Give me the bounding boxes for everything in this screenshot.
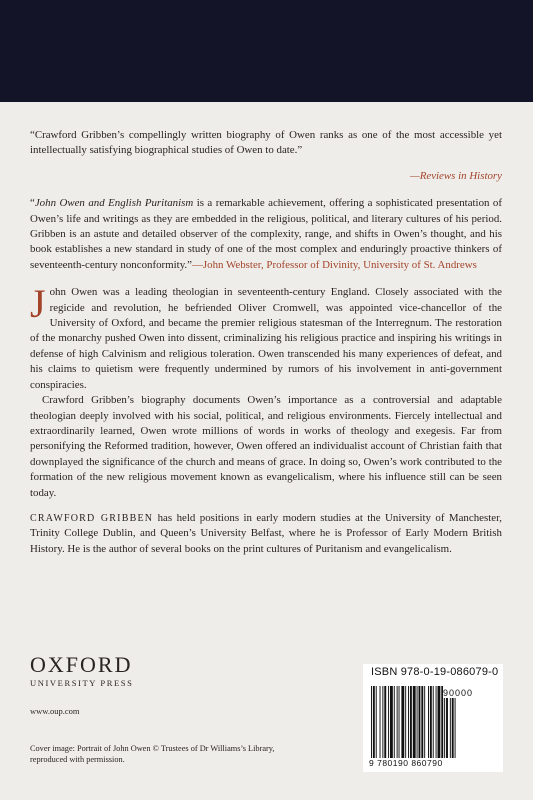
cover-image-credit: Cover image: Portrait of John Owen © Trustees of Dr Williams’s Library, reproduced with permission. bbox=[30, 744, 275, 764]
drop-cap: J bbox=[30, 281, 46, 327]
review-quote-2: “John Owen and English Puritanism is a remarkable achievement, offering a sophisticated presentation of Owen’s life and writings as they are embedded in the religious, political, and literary cultures of his period. Gribben is an astute and detailed observer of the complexity, range, and shifts in Owen’s thought, and his book establishes a new standard in study of one of the most complex and enduringly proactive thinkers of seventeenth-century nonconformity.”—John Webster, Professor of Divinity, University of St. Andrews bbox=[30, 197, 502, 271]
barcode-bar bbox=[436, 686, 437, 758]
barcode-digits: 9 780190 860790 bbox=[369, 758, 443, 768]
description-paragraph-1 bbox=[30, 281, 502, 393]
barcode-bar bbox=[408, 686, 409, 758]
barcode-bar bbox=[388, 686, 389, 758]
bottom-section bbox=[0, 650, 533, 800]
barcode-bar bbox=[424, 686, 425, 758]
barcode-bar bbox=[421, 686, 423, 758]
barcode-bar bbox=[382, 686, 383, 758]
barcode-addon-number: 90000 bbox=[443, 688, 474, 698]
barcode-box bbox=[363, 664, 503, 772]
publisher-website: www.oup.com bbox=[30, 706, 80, 716]
barcode-bar bbox=[419, 686, 421, 758]
review-quote-1 bbox=[30, 128, 502, 159]
barcode-bar bbox=[397, 686, 398, 758]
barcode-bar bbox=[390, 686, 393, 758]
top-color-band bbox=[0, 0, 533, 102]
author-name: CRAWFORD GRIBBEN bbox=[30, 512, 154, 524]
publisher-name: OXFORD bbox=[30, 652, 133, 677]
book-description bbox=[30, 281, 502, 501]
review-quote-2-attribution: —John Webster, Professor of Divinity, University of St. Andrews bbox=[192, 258, 477, 271]
barcode bbox=[371, 686, 495, 758]
cover-text bbox=[30, 128, 502, 557]
review-quote-1-text: “Crawford Gribben’s compellingly written biography of Owen ranks as one of the most accessible yet intellectually satisfying biographical studies of Owen to date.” bbox=[30, 129, 502, 157]
publisher-subtitle: UNIVERSITY PRESS bbox=[30, 678, 134, 688]
barcode-bar bbox=[430, 686, 432, 758]
barcode-bar bbox=[394, 686, 395, 758]
barcode-bar bbox=[428, 686, 429, 758]
barcode-bar bbox=[417, 686, 418, 758]
barcode-bar bbox=[380, 686, 381, 758]
review-quote-2-book-title: John Owen and English Puritanism bbox=[34, 197, 194, 210]
description-paragraph-2-text: Crawford Gribben’s biography documents Owen’s importance as a controversial and adaptable theologian deeply involved with his social, political, and religious environments. Fiercely intellectual and extraordinarily learned, Owen wrote millions of words in works of theology and exegesis. Far from personifying the Reformed tradition, however, Owen offered an individualist account of Christian faith that downplayed the significance of the church and means of grace. In doing so, Owen’s work contributed to the formation of the new religious movement known as evangelicalism, where his influence still can be seen today. bbox=[30, 394, 502, 499]
barcode-bar bbox=[371, 686, 372, 758]
barcode-bar bbox=[438, 686, 441, 758]
barcode-bar bbox=[399, 686, 400, 758]
author-bio-text: has held positions in early modern studies at the University of Manchester, Trinity College Dublin, and Queen’s University Belfast, where he is Professor of Early Modern British History. He is the author of several books on the print cultures of Puritanism and evangelicalism. bbox=[30, 511, 502, 555]
description-paragraph-2 bbox=[30, 393, 502, 501]
publisher-logo bbox=[30, 654, 133, 688]
barcode-bar bbox=[401, 686, 404, 758]
barcode-bar bbox=[433, 686, 434, 758]
barcode-bar bbox=[405, 686, 406, 758]
author-bio bbox=[30, 511, 502, 557]
barcode-bar bbox=[410, 686, 412, 758]
barcode-bar bbox=[413, 686, 416, 758]
review-quote-2-text: is a remarkable achievement, offering a sophisticated presentation of Owen’s life and writings as they are embedded in the religious, political, and literary cultures of his period. Gribben is an astute and detailed observer of the complexity, range, and shifts in Owen’s thought, and his book establishes a new standard in study of one of the most complex and enduringly proactive thinkers of seventeenth-century nonconformity.” bbox=[30, 197, 502, 271]
barcode-bar bbox=[373, 686, 375, 758]
review-quote-1-attribution: —Reviews in History bbox=[410, 169, 502, 182]
isbn-number: ISBN 978-0-19-086079-0 bbox=[371, 666, 499, 678]
barcode-bar bbox=[376, 686, 377, 758]
barcode-bar bbox=[384, 686, 386, 758]
description-paragraph-1-text: ohn Owen was a leading theologian in seventeenth-century England. Closely associated with the regicide and revolution, he befriended Oliver Cromwell, was appointed vice-chancellor of the University of Oxford, and became the premier religious statesman of the Interregnum. The restoration of the monarchy pushed Owen into dissent, criminalizing his religious practice and inspiring his writings in defense of high Calvinism and religious toleration. Owen transcended his many experiences of defeat, and his claims to quietism were frequently undermined by rumors of his involvement in anti-government conspiracies. bbox=[30, 286, 502, 391]
